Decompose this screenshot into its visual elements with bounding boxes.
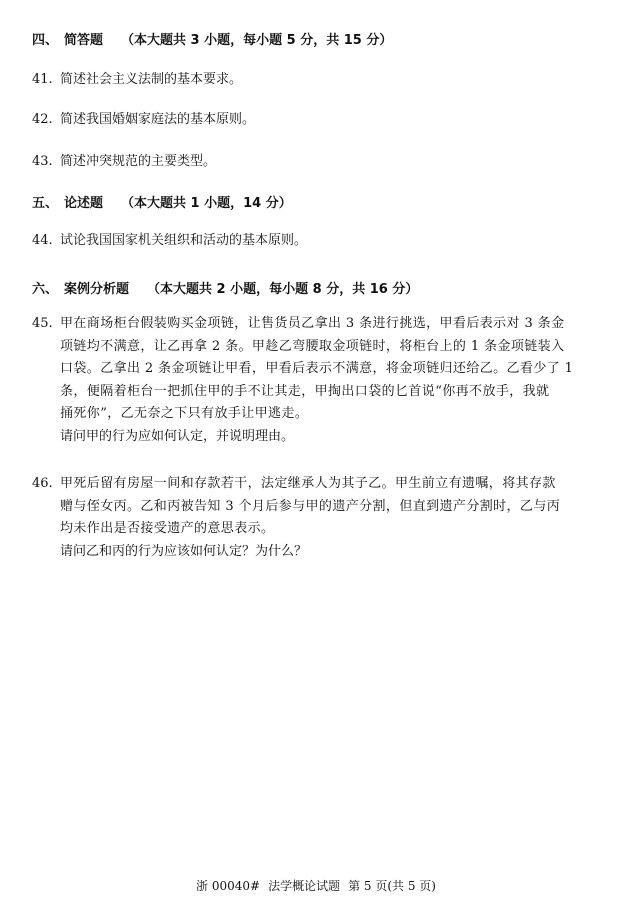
section-heading-essay xyxy=(32,192,292,211)
footer-page-number: 第 5 页(共 5 页) xyxy=(348,879,436,893)
case-line: 甲在商场柜台假装购买金项链，让售货员乙拿出 3 条进行挑选，甲看后表示对 3 条金 xyxy=(60,316,565,331)
case-line: 赠与侄女丙。乙和丙被告知 3 个月后参与甲的遗产分割，但直到遗产分割时，乙与丙 xyxy=(60,498,561,514)
section-number: 四、 xyxy=(32,33,59,48)
question-number: 44. xyxy=(32,233,53,248)
question-text: 简述我国婚姻家庭法的基本原则。 xyxy=(60,112,256,127)
page-footer xyxy=(0,877,632,894)
question-number: 45. xyxy=(32,316,53,331)
case-text xyxy=(60,473,614,563)
section-heading-short-answer xyxy=(32,29,392,48)
section-note: （本大题共 1 小题，14 分） xyxy=(121,196,292,211)
question-number: 43. xyxy=(32,154,53,169)
question-text: 简述冲突规范的主要类型。 xyxy=(60,154,217,169)
case-line: 均未作出是否接受遗产的意思表示。 xyxy=(60,521,275,536)
section-title: 论述题 xyxy=(64,196,104,211)
case-line: 条，便隔着柜台一把抓住甲的手不让其走，甲掏出口袋的匕首说“你再不放手，我就 xyxy=(60,383,550,399)
question-45 xyxy=(32,313,614,448)
question-text: 简述社会主义法制的基本要求。 xyxy=(60,72,243,87)
case-line: 项链均不满意，让乙再拿 2 条。甲趁乙弯腰取金项链时，将柜台上的 1 条金项链装入 xyxy=(60,338,565,354)
question-number: 42. xyxy=(32,112,53,127)
case-line: 口袋。乙拿出 2 条金项链让甲看，甲看后表示不满意，将金项链归还给乙。乙看少了 1 xyxy=(60,361,574,376)
case-text xyxy=(60,313,614,448)
case-question: 请问乙和丙的行为应该如何认定？为什么？ xyxy=(60,543,308,559)
question-text: 试论我国国家机关组织和活动的基本原则。 xyxy=(60,233,308,248)
case-question: 请问甲的行为应如何认定，并说明理由。 xyxy=(60,428,295,444)
question-number: 46. xyxy=(32,476,53,491)
case-line: 捅死你”，乙无奈之下只有放手让甲逃走。 xyxy=(60,406,309,421)
question-46 xyxy=(32,473,614,563)
question-44 xyxy=(32,229,307,248)
section-note: （本大题共 3 小题，每小题 5 分，共 15 分） xyxy=(121,33,393,48)
question-number: 41. xyxy=(32,72,53,87)
section-heading-case-analysis xyxy=(32,278,418,297)
case-line: 甲死后留有房屋一间和存款若干，法定继承人为其子乙。甲生前立有遗嘱，将其存款 xyxy=(60,476,556,491)
question-43 xyxy=(32,150,216,169)
section-number: 六、 xyxy=(32,282,59,297)
section-title: 案例分析题 xyxy=(64,282,130,297)
question-42 xyxy=(32,108,255,127)
section-title: 简答题 xyxy=(64,33,104,48)
section-number: 五、 xyxy=(32,196,59,211)
footer-code: 浙 00040# xyxy=(196,879,261,893)
footer-subject: 法学概论试题 xyxy=(268,879,341,893)
question-41 xyxy=(32,68,242,87)
section-note: （本大题共 2 小题，每小题 8 分，共 16 分） xyxy=(147,282,419,297)
